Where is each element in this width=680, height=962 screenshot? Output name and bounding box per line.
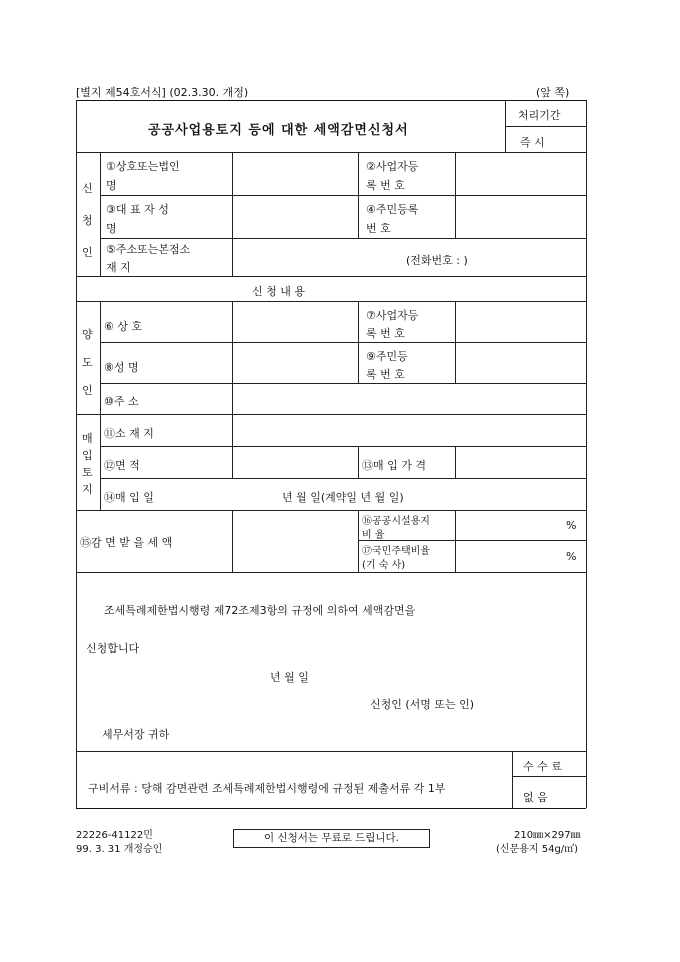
business-reg-field[interactable] [456,153,585,194]
transferor-address-field[interactable] [233,384,585,413]
fee-value: 없 음 [523,791,548,804]
bottom-border [76,808,586,809]
applicant-group-char-3: 인 [82,246,93,259]
transferor-company-field[interactable] [233,302,357,341]
addressee: 세무서장 귀하 [102,728,170,741]
paper-type: (신문용지 54g/㎡) [496,844,579,855]
land-group-char-4: 지 [82,483,93,496]
purchase-price-field[interactable] [456,447,585,477]
business-reg-label: ②사업자등 [366,160,419,173]
transferor-business-reg-label: ⑦사업자등 [366,309,419,322]
processing-period-value: 즉 시 [520,136,545,149]
required-documents: 구비서류 : 당해 감면관련 조세특례제한법시행령에 규정된 제출서류 각 1부 [88,782,446,795]
transferor-group-char-1: 양 [82,328,93,341]
statement-line-1: 조세특례제한법시행령 제72조제3항의 규정에 의하여 세액감면을 [104,604,416,617]
approval-date: 99. 3. 31 개정승인 [76,844,163,855]
resident-reg-label: ④주민등록 [366,203,419,216]
statement-line-2: 신청합니다 [86,642,140,655]
tax-reduction-field[interactable] [233,511,357,571]
transferor-address-label: ⑩주 소 [104,395,139,408]
form-number-label: [별지 제54호서식] (02.3.30. 개정) [76,86,249,99]
transferor-name-label: ⑧성 명 [104,361,139,374]
transferor-group-char-3: 인 [82,384,93,397]
purchase-date-line[interactable]: 년 월 일(계약일 년 월 일) [282,491,404,504]
land-group-char-3: 토 [82,466,93,479]
land-area-field[interactable] [233,447,357,477]
tax-reduction-label: ⑮감 면 받 을 세 액 [80,536,173,549]
purchase-price-label: ⑬매 입 가 격 [362,459,426,472]
applicant-signature-line[interactable]: 신청인 (서명 또는 인) [370,698,475,711]
representative-field[interactable] [233,196,357,237]
housing-ratio-percent: % [566,550,577,563]
applicant-group-char-1: 신 [82,182,93,195]
form-title: 공공사업용토지 등에 대한 세액감면신청서 [148,123,409,138]
address-label: ⑤주소또는본점소 [106,243,191,256]
housing-ratio-label: ⑰국민주택비율 [362,546,430,557]
transferor-business-reg-field[interactable] [456,302,585,341]
public-facility-percent: % [566,519,577,532]
land-area-label: ⑫면 적 [104,459,140,472]
fee-label: 수 수 료 [523,760,562,773]
company-name-field[interactable] [233,153,357,194]
form-code: 22226-41122민 [76,830,153,841]
transferor-name-field[interactable] [233,343,357,382]
top-border [76,100,586,101]
land-location-label: ⑪소 재 지 [104,427,154,440]
left-border [76,100,77,808]
company-name-label: ①상호또는법인 [106,160,180,173]
purchase-date-label: ⑭매 입 일 [104,491,154,504]
public-facility-ratio-label: ⑯공공시설용지 [362,516,430,527]
resident-reg-field[interactable] [456,196,585,237]
free-form-notice: 이 신청서는 무료로 드립니다. [233,829,430,848]
statement-date[interactable]: 년 월 일 [270,671,309,684]
transferor-resident-reg-field[interactable] [456,343,585,382]
land-location-field[interactable] [233,415,585,445]
processing-period-label: 처리기간 [518,109,561,122]
transferor-company-label: ⑥ 상 호 [104,320,143,333]
transferor-group-char-2: 도 [82,356,93,369]
land-group-char-1: 매 [82,432,93,445]
section-header: 신 청 내 용 [252,285,305,298]
land-group-char-2: 입 [82,449,93,462]
representative-label: ③대 표 자 성 [106,203,169,216]
transferor-resident-reg-label: ⑨주민등 [366,350,408,363]
page-side-label: (앞 쪽) [536,86,570,99]
applicant-group-char-2: 청 [82,214,93,227]
right-border [586,100,587,808]
phone-number-label: (전화번호 : ) [406,254,468,267]
paper-size: 210㎜×297㎜ [514,830,581,841]
